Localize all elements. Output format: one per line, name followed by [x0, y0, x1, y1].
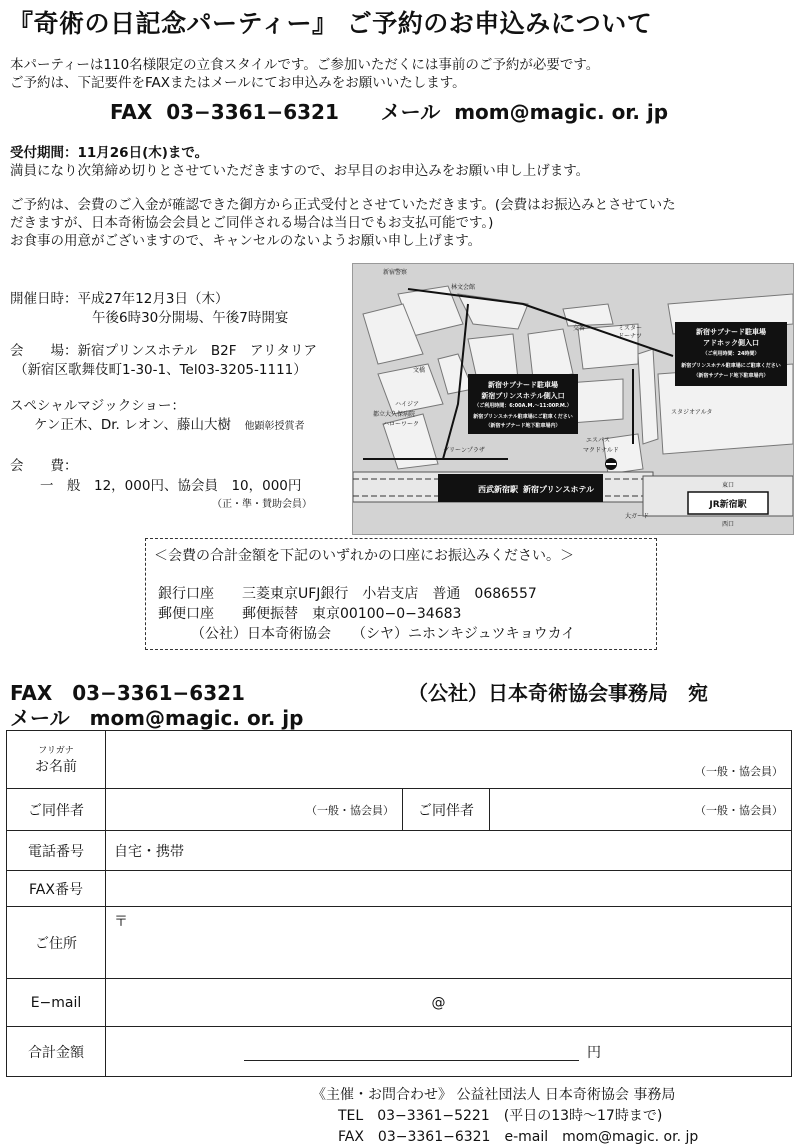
map-west: 西口	[721, 521, 735, 528]
mail-address[interactable]: mom@magic. or. jp	[454, 100, 669, 124]
fax-field[interactable]	[106, 871, 792, 907]
map-green: グリーンプラザ	[443, 447, 485, 454]
fax-label: FAX番号	[7, 871, 106, 907]
map-donut: ドーナツ	[618, 333, 642, 340]
event-address: （新宿区歌舞伎町1-30-1、Tel03-3205-1111）	[14, 362, 307, 378]
map-jr: JR新宿駅	[709, 500, 747, 510]
show-label: スペシャルマジックショー：	[10, 398, 185, 414]
bank-heading: ＜会費の合計金額を下記のいずれかの口座にお振込みください。＞	[154, 548, 574, 564]
total-underline	[244, 1044, 579, 1061]
name-field[interactable]: （一般・協会員）	[106, 731, 792, 789]
total-label: 合計金額	[7, 1027, 106, 1077]
application-form	[6, 730, 792, 1077]
map-parking1-hours: （ご利用時間：24時間）	[702, 351, 760, 357]
fee-amounts: 一 般 12，000円、協会員 10，000円	[40, 478, 302, 494]
map-escs: エスパス	[586, 437, 611, 444]
companion-field-2[interactable]: （一般・協会員）	[490, 789, 792, 831]
performers: ケン正木、Dr. レオン、藤山大樹 他顕彰授賞者	[34, 417, 305, 433]
intro-line-2: ご予約は、下記要件をFAXまたはメールにてお申込みをお願いいたします。	[10, 75, 466, 91]
fax-label: FAX	[110, 100, 153, 124]
fee-note: （正・準・賛助会員）	[212, 499, 312, 510]
map-mcd: マクドナルド	[583, 447, 619, 454]
map-studio: スタジオアルタ	[671, 409, 713, 416]
map-police: 新宿警察	[383, 269, 408, 276]
form-mail: メール mom@magic. or. jp	[10, 706, 304, 730]
companion-field-1[interactable]: （一般・協会員）	[106, 789, 403, 831]
access-map	[352, 263, 794, 535]
map-bunkou: 文橋	[413, 367, 426, 374]
event-date: 開催日時：平成27年12月3日（木）	[10, 291, 229, 307]
map-mister: ミスター	[618, 325, 643, 332]
address-label: ご住所	[7, 907, 106, 979]
page-title: 『奇術の日記念パーティー』 ご予約のお申込みについて	[8, 9, 653, 38]
mail-label: メール	[380, 100, 441, 124]
map-parking1-sub: アドホック側入口	[703, 339, 759, 347]
footer-tel: TEL 03−3361−5221 (平日の13時〜17時まで)	[338, 1108, 663, 1124]
map-guard: 大ガード	[625, 513, 650, 520]
map-haigia: ハイジア	[395, 401, 420, 408]
email-field[interactable]: @	[106, 979, 792, 1027]
companion-label-2: ご同伴者	[403, 789, 490, 831]
footer-org: 《主催・お問合わせ》 公益社団法人 日本奇術協会 事務局	[312, 1087, 676, 1103]
companion-label-1: ご同伴者	[7, 789, 106, 831]
map-east: 東口	[721, 482, 735, 489]
payment-note-1: ご予約は、会費のご入金が確認できた御方から正式受付とさせていただきます。(会費はお振込みとさせていた	[10, 197, 676, 213]
bank-info-box	[145, 538, 657, 650]
contact-line	[110, 96, 668, 125]
deadline-note: 満員になり次第締め切りとさせていただきますので、お早目のお申込みをお願い申し上げます。	[10, 163, 590, 179]
post-line: 郵便口座 郵便振替 東京00100−0−34683	[158, 606, 462, 622]
intro-line-1: 本パーティーは110名様限定の立食スタイルです。ご参加いただくには事前のご予約が必要です。	[10, 57, 600, 73]
payment-note-3: お食事の用意がございますので、キャンセルのないようお願い申し上げます。	[10, 233, 482, 249]
fax-number: 03−3361−6321	[166, 100, 339, 124]
map-parking2-note: 新宿プリンスホテル駐車場にご駐車ください	[473, 414, 573, 420]
map-rinbun: 林文会館	[451, 284, 476, 291]
map-drawing	[353, 264, 793, 534]
holder-line: （公社）日本奇術協会 （シヤ）ニホンキジュツキョウカイ	[191, 626, 576, 642]
map-okubo: 都立大久保病院	[373, 411, 416, 418]
total-field[interactable]: 円	[106, 1027, 792, 1077]
payment-note-2: だきますが、日本奇術協会会員とご同伴される場合は当日でもお支払可能です。)	[10, 215, 494, 231]
form-addressee: （公社）日本奇術協会事務局 宛	[408, 681, 708, 705]
bank-line: 銀行口座 三菱東京UFJ銀行 小岩支店 普通 0686557	[158, 586, 537, 602]
form-fax: FAX 03−3361−6321	[10, 681, 245, 705]
map-parking2: 新宿サブナード駐車場	[488, 381, 558, 389]
name-label: フリガナ お名前	[7, 731, 106, 789]
map-parking1-note2: （新宿サブナード地下駐車場内）	[693, 373, 769, 379]
map-parking2-note2: （新宿サブナード地下駐車場内）	[485, 423, 561, 429]
map-hotel: 新宿プリンスホテル	[523, 485, 595, 494]
phone-field[interactable]: 自宅・携帯	[106, 831, 792, 871]
deadline: 受付期間：11月26日(木)まで。	[10, 145, 209, 161]
map-hello: ハローワーク	[383, 421, 420, 428]
footer-faxmail: FAX 03−3361−6321 e-mail mom@magic. or. jp	[338, 1129, 699, 1145]
event-time: 午後6時30分開場、午後7時開宴	[92, 310, 289, 326]
map-seibu: 西武新宿駅	[478, 485, 518, 494]
map-koban: 交番	[573, 325, 586, 332]
event-venue: 会 場：新宿プリンスホテル B2F アリタリア	[10, 343, 317, 359]
address-field[interactable]: 〒	[106, 907, 792, 979]
map-parking2-sub: 新宿プリンスホテル側入口	[481, 392, 565, 400]
email-label: E−mail	[7, 979, 106, 1027]
map-parking1-note: 新宿プリンスホテル駐車場にご駐車ください	[681, 363, 781, 369]
map-parking2-hours: （ご利用時間：6:00A.M.〜11:00P.M.）	[474, 403, 572, 409]
phone-label: 電話番号	[7, 831, 106, 871]
map-parking1: 新宿サブナード駐車場	[696, 328, 766, 336]
fee-label: 会 費：	[10, 458, 78, 474]
